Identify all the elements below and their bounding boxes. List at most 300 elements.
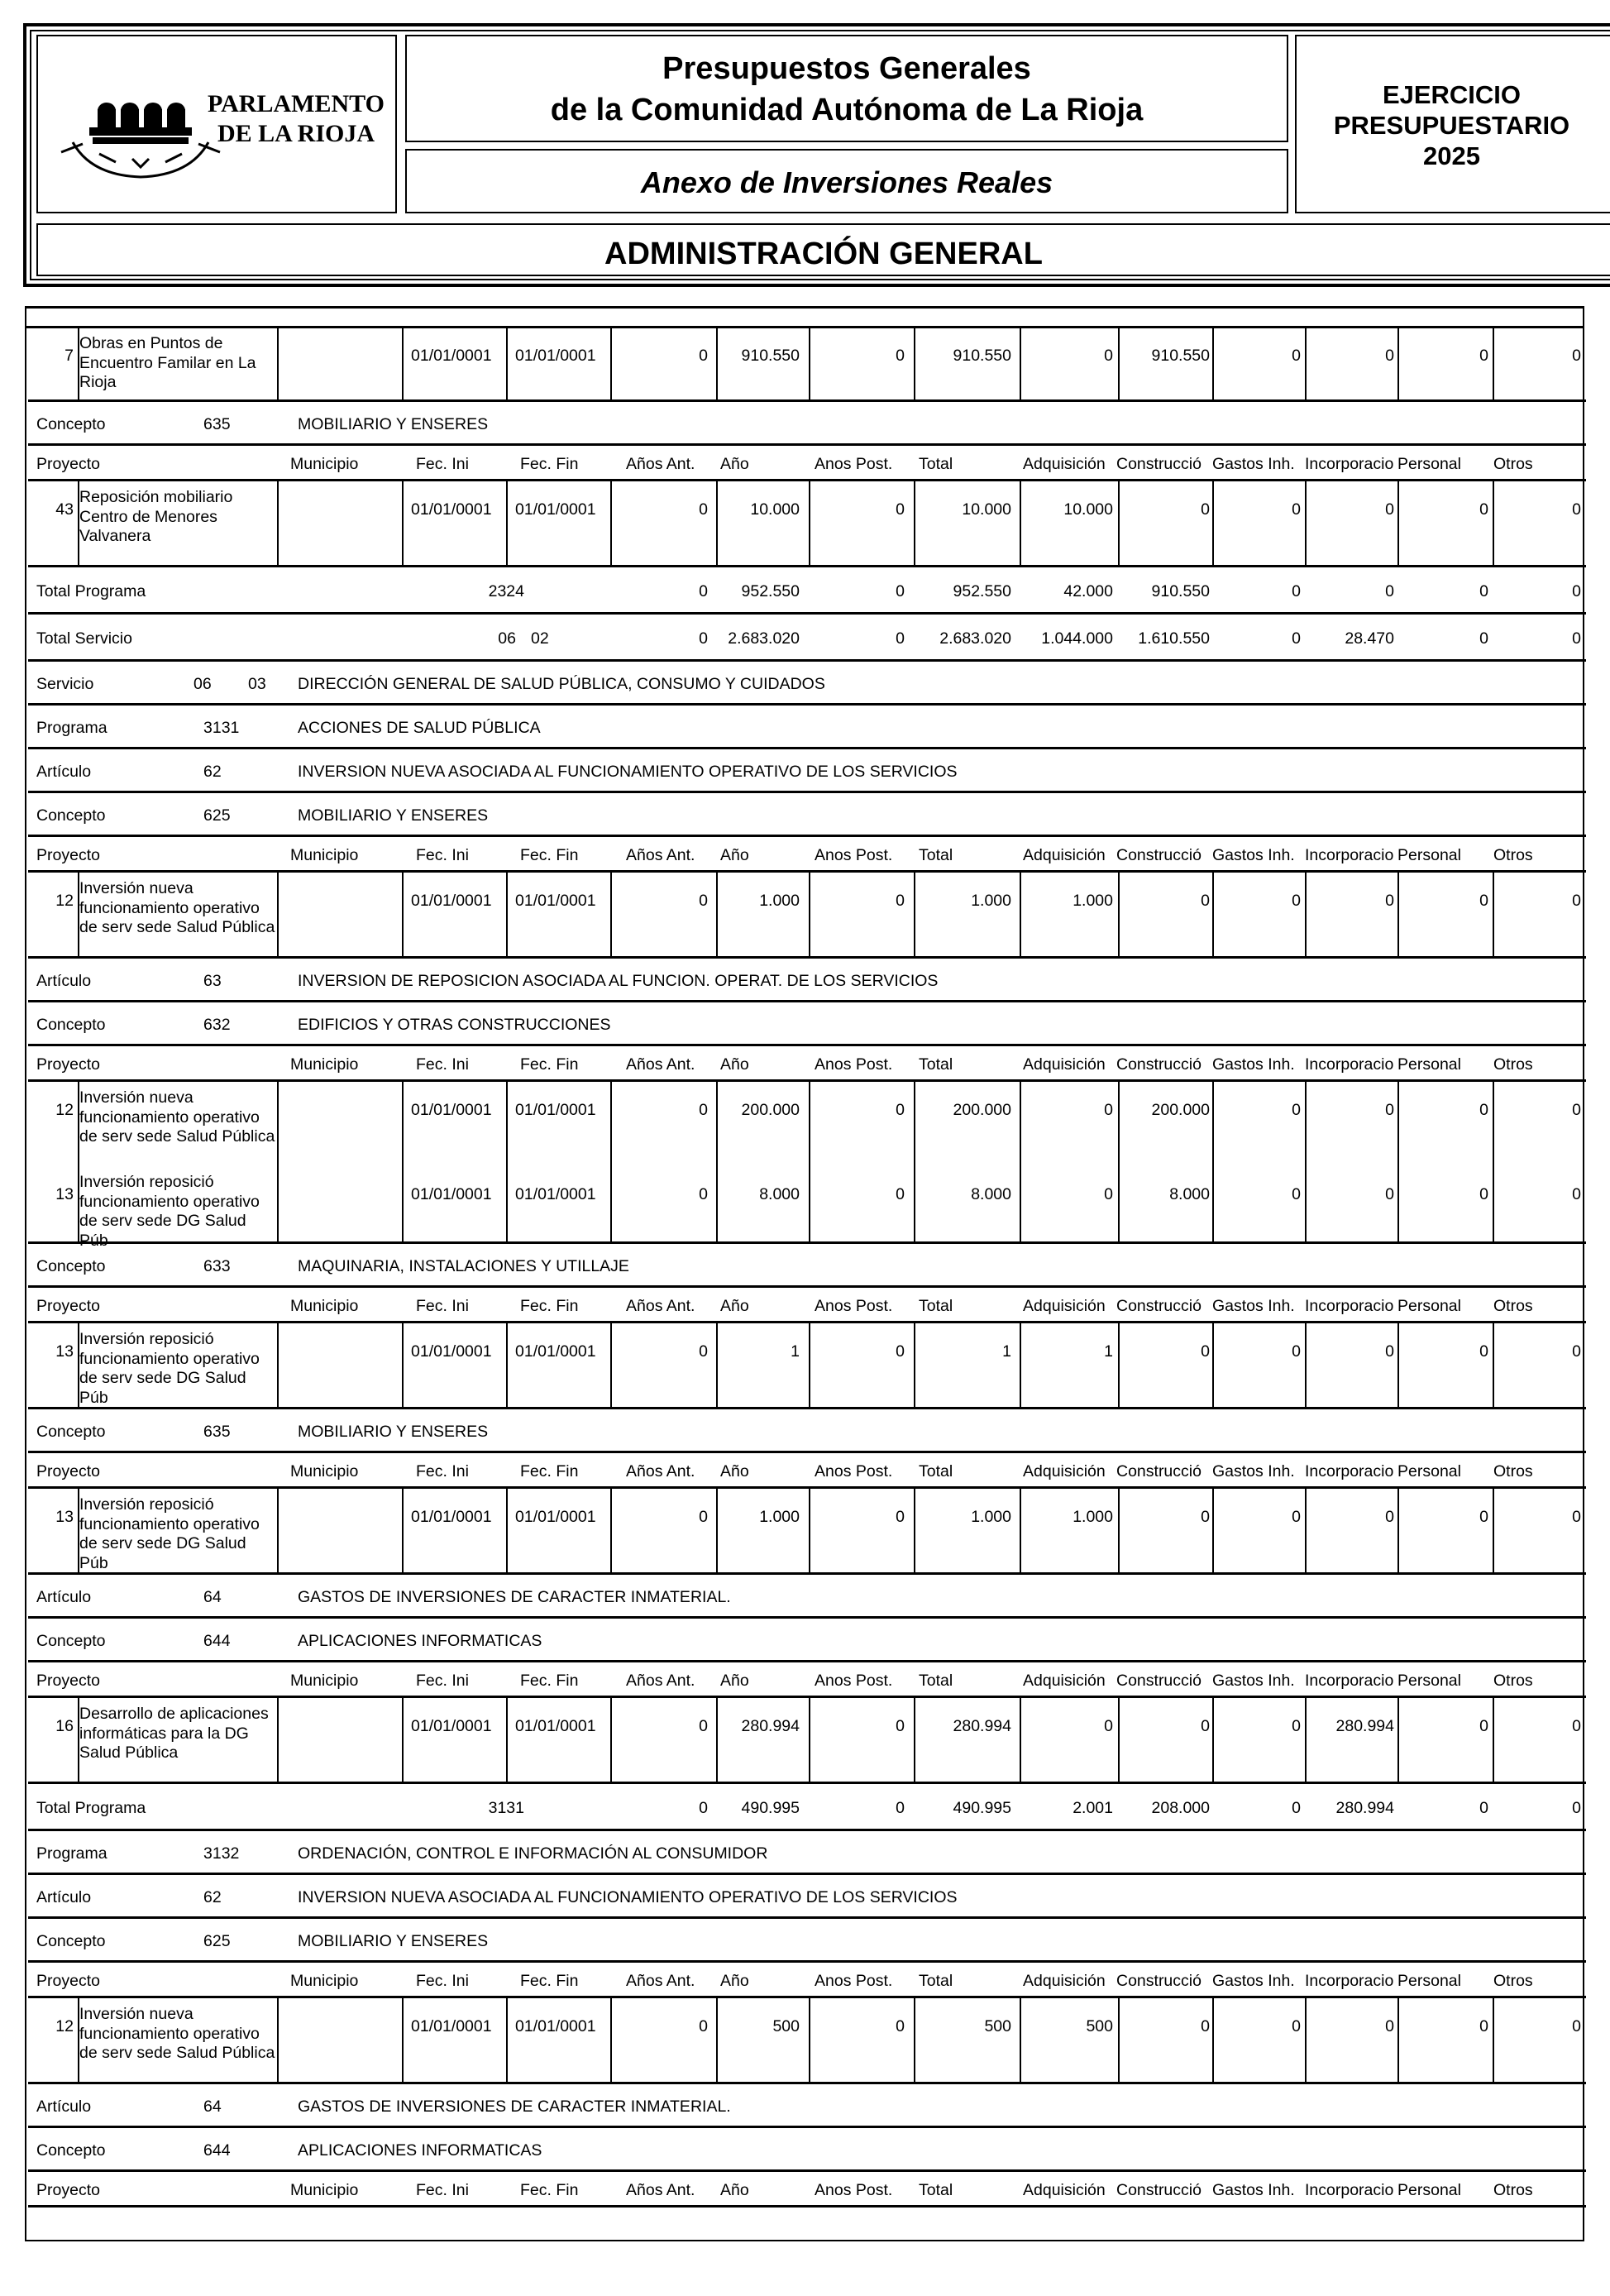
total-value: 0 — [896, 1798, 905, 1817]
column-header: Año — [720, 454, 749, 473]
column-divider — [402, 1698, 404, 1784]
level-label: Artículo — [36, 2097, 92, 2116]
amount-cell: 0 — [896, 892, 905, 910]
level-label: Programa — [36, 718, 107, 737]
amount-cell: 8.000 — [971, 1185, 1011, 1203]
total-value: 0 — [699, 1798, 708, 1817]
column-divider — [1397, 1323, 1399, 1409]
project-row — [28, 1489, 1586, 1575]
level-description: GASTOS DE INVERSIONES DE CARACTER INMATERIAL. — [298, 2097, 731, 2116]
column-divider — [1118, 1489, 1120, 1575]
column-header: Anos Post. — [815, 1296, 893, 1315]
amount-cell: 500 — [984, 2017, 1011, 2035]
level-label: Concepto — [36, 1256, 106, 1275]
end-date: 01/01/0001 — [515, 892, 596, 910]
amount-cell: 200.000 — [953, 1101, 1011, 1119]
amount-cell: 0 — [1104, 1101, 1113, 1119]
column-divider — [809, 1082, 810, 1170]
column-divider — [914, 873, 915, 959]
column-header: Adquisición — [1023, 454, 1106, 473]
level-code: 633 — [203, 1256, 231, 1275]
column-header-row — [28, 1662, 1586, 1698]
column-divider — [1397, 481, 1399, 567]
column-divider — [506, 1082, 508, 1170]
column-divider — [610, 1168, 612, 1244]
column-header: Municipio — [290, 454, 359, 473]
column-header: Adquisición — [1023, 1971, 1106, 1990]
amount-cell: 10.000 — [962, 500, 1011, 519]
amount-cell: 0 — [1385, 500, 1394, 519]
amount-cell: 0 — [1385, 892, 1394, 910]
column-header: Fec. Ini — [416, 2180, 469, 2199]
project-description: Inversión reposició funcionamiento operativo de serv sede DG Salud Púb — [79, 1495, 260, 1572]
amount-cell: 1.000 — [759, 892, 800, 910]
total-value: 2.683.020 — [939, 629, 1011, 648]
parliament-name-line2: DE LA RIOJA — [217, 120, 375, 147]
hierarchy-row — [28, 749, 1586, 793]
column-divider — [610, 1698, 612, 1784]
column-header: Otros — [1493, 454, 1533, 473]
column-divider — [1020, 1998, 1021, 2084]
amount-cell: 0 — [1479, 500, 1488, 519]
amount-cell: 0 — [1292, 347, 1301, 365]
column-divider — [1493, 481, 1494, 567]
amount-cell: 0 — [1572, 2017, 1581, 2035]
column-header: Fec. Fin — [520, 1461, 579, 1480]
amount-cell: 0 — [1201, 1717, 1210, 1735]
start-date: 01/01/0001 — [411, 1185, 492, 1203]
column-divider — [402, 1168, 404, 1244]
column-divider — [610, 1998, 612, 2084]
level-code: 64 — [203, 1587, 222, 1606]
level-label: Artículo — [36, 762, 92, 781]
amount-cell: 0 — [1572, 1342, 1581, 1361]
column-divider — [914, 1323, 915, 1409]
column-header: Total — [919, 845, 953, 864]
column-divider — [402, 1489, 404, 1575]
amount-cell: 500 — [772, 2017, 800, 2035]
total-value: 208.000 — [1151, 1798, 1210, 1817]
total-value: 28.470 — [1345, 629, 1394, 648]
hierarchy-row — [28, 662, 1586, 706]
column-header: Año — [720, 1461, 749, 1480]
column-header: Total — [919, 1671, 953, 1690]
amount-cell: 0 — [699, 1185, 708, 1203]
total-label: Total Programa — [36, 581, 146, 600]
hierarchy-row — [28, 1831, 1586, 1875]
level-code: 3131 — [203, 718, 240, 737]
column-divider — [1397, 1168, 1399, 1244]
total-label: Total Servicio — [36, 629, 132, 648]
hierarchy-row — [28, 793, 1586, 837]
column-divider — [1305, 1082, 1307, 1170]
column-header: Años Ant. — [626, 1461, 695, 1480]
amount-cell: 0 — [699, 2017, 708, 2035]
amount-cell: 0 — [1479, 347, 1488, 365]
level-description: APLICACIONES INFORMATICAS — [298, 1631, 542, 1650]
level-label: Artículo — [36, 1587, 92, 1606]
column-divider — [1118, 1698, 1120, 1784]
ejercicio-line2: PRESUPUESTARIO — [1333, 111, 1570, 140]
level-description: APLICACIONES INFORMATICAS — [298, 2141, 542, 2160]
start-date: 01/01/0001 — [411, 1717, 492, 1735]
column-divider — [1212, 1082, 1214, 1170]
hierarchy-row — [28, 959, 1586, 1002]
total-value: 2.683.020 — [728, 629, 800, 648]
amount-cell: 0 — [1201, 2017, 1210, 2035]
level-code: 64 — [203, 2097, 222, 2116]
amount-cell: 0 — [1201, 500, 1210, 519]
column-divider — [716, 873, 718, 959]
column-divider — [1118, 1323, 1120, 1409]
amount-cell: 8.000 — [759, 1185, 800, 1203]
amount-cell: 0 — [1572, 1717, 1581, 1735]
column-divider — [402, 328, 404, 402]
column-header-row — [28, 446, 1586, 481]
ejercicio-line1: EJERCICIO — [1382, 80, 1522, 109]
column-divider — [610, 873, 612, 959]
amount-cell: 0 — [1479, 1717, 1488, 1735]
column-header: Otros — [1493, 1971, 1533, 1990]
level-description: MOBILIARIO Y ENSERES — [298, 414, 489, 433]
column-divider — [1212, 1168, 1214, 1244]
column-header: Gastos Inh. — [1212, 1671, 1295, 1690]
total-value: 952.550 — [953, 581, 1011, 600]
amount-cell: 0 — [699, 1342, 708, 1361]
column-header: Año — [720, 1971, 749, 1990]
total-value: 0 — [1572, 581, 1581, 600]
amount-cell: 0 — [896, 2017, 905, 2035]
column-header-row — [28, 1288, 1586, 1323]
column-divider — [1493, 1082, 1494, 1170]
column-divider — [1305, 1168, 1307, 1244]
column-header: Fec. Ini — [416, 1055, 469, 1074]
project-row — [28, 1698, 1586, 1784]
hierarchy-row — [28, 402, 1586, 446]
column-header: Municipio — [290, 1971, 359, 1990]
column-header: Gastos Inh. — [1212, 845, 1295, 864]
column-header: Incorporacio — [1305, 1971, 1394, 1990]
total-value: 0 — [1292, 629, 1301, 648]
column-divider — [1305, 1323, 1307, 1409]
column-divider — [809, 1489, 810, 1575]
column-divider — [506, 1698, 508, 1784]
project-row — [28, 1168, 1586, 1250]
column-divider — [914, 1168, 915, 1244]
amount-cell: 0 — [1201, 1342, 1210, 1361]
level-description: EDIFICIOS Y OTRAS CONSTRUCCIONES — [298, 1015, 611, 1034]
column-divider — [506, 328, 508, 402]
column-divider — [1305, 873, 1307, 959]
column-divider — [1305, 1698, 1307, 1784]
column-header: Año — [720, 1055, 749, 1074]
amount-cell: 0 — [699, 347, 708, 365]
level-description: INVERSION NUEVA ASOCIADA AL FUNCIONAMIENTO OPERATIVO DE LOS SERVICIOS — [298, 762, 958, 781]
column-divider — [716, 1323, 718, 1409]
amount-cell: 0 — [896, 1717, 905, 1735]
column-divider — [1020, 481, 1021, 567]
amount-cell: 0 — [1572, 1508, 1581, 1526]
column-header: Incorporacio — [1305, 1671, 1394, 1690]
level-code: 644 — [203, 1631, 231, 1650]
column-header: Municipio — [290, 845, 359, 864]
amount-cell: 0 — [1385, 1185, 1394, 1203]
amount-cell: 0 — [1572, 892, 1581, 910]
column-divider — [1020, 1168, 1021, 1244]
column-header-row — [28, 1046, 1586, 1082]
amount-cell: 0 — [1479, 2017, 1488, 2035]
column-header: Fec. Ini — [416, 1461, 469, 1480]
total-value: 0 — [1292, 1798, 1301, 1817]
column-divider — [809, 873, 810, 959]
column-header: Anos Post. — [815, 2180, 893, 2199]
column-header: Anos Post. — [815, 454, 893, 473]
column-divider — [716, 1998, 718, 2084]
amount-cell: 0 — [1572, 347, 1581, 365]
column-divider — [1118, 481, 1120, 567]
column-divider — [1493, 1489, 1494, 1575]
amount-cell: 0 — [1385, 1508, 1394, 1526]
start-date: 01/01/0001 — [411, 1508, 492, 1526]
column-header: Gastos Inh. — [1212, 1055, 1295, 1074]
start-date: 01/01/0001 — [411, 347, 492, 365]
column-header: Proyecto — [36, 454, 100, 473]
amount-cell: 280.994 — [741, 1717, 800, 1735]
column-header: Municipio — [290, 1055, 359, 1074]
column-divider — [1493, 1168, 1494, 1244]
column-header: Total — [919, 1971, 953, 1990]
column-header: Fec. Fin — [520, 1296, 579, 1315]
column-divider — [1020, 1082, 1021, 1170]
hierarchy-row — [28, 1575, 1586, 1619]
amount-cell: 0 — [1292, 2017, 1301, 2035]
column-header: Otros — [1493, 1296, 1533, 1315]
total-value: 910.550 — [1151, 581, 1210, 600]
amount-cell: 0 — [1479, 892, 1488, 910]
column-divider — [506, 481, 508, 567]
amount-cell: 1 — [791, 1342, 800, 1361]
end-date: 01/01/0001 — [515, 1717, 596, 1735]
column-divider — [1212, 1698, 1214, 1784]
column-divider — [1118, 1168, 1120, 1244]
column-header: Construcció — [1116, 1461, 1202, 1480]
total-value: 280.994 — [1335, 1798, 1394, 1817]
column-divider — [716, 481, 718, 567]
column-header: Años Ant. — [626, 1055, 695, 1074]
column-header: Otros — [1493, 2180, 1533, 2199]
level-code: 3132 — [203, 1844, 240, 1863]
total-value: 0 — [1385, 581, 1394, 600]
column-header: Proyecto — [36, 1671, 100, 1690]
column-header: Fec. Fin — [520, 1971, 579, 1990]
column-header: Años Ant. — [626, 454, 695, 473]
total-value: 0 — [699, 629, 708, 648]
amount-cell: 0 — [1479, 1185, 1488, 1203]
level-description: GASTOS DE INVERSIONES DE CARACTER INMATERIAL. — [298, 1587, 731, 1606]
column-divider — [914, 1082, 915, 1170]
amount-cell: 1 — [1002, 1342, 1011, 1361]
total-value: 952.550 — [741, 581, 800, 600]
column-divider — [1118, 1082, 1120, 1170]
column-divider — [1212, 481, 1214, 567]
column-divider — [610, 1489, 612, 1575]
amount-cell: 0 — [1479, 1508, 1488, 1526]
amount-cell: 0 — [1292, 892, 1301, 910]
column-header: Otros — [1493, 1461, 1533, 1480]
column-header: Año — [720, 1671, 749, 1690]
start-date: 01/01/0001 — [411, 1101, 492, 1119]
amount-cell: 500 — [1086, 2017, 1113, 2035]
project-number: 13 — [55, 1185, 74, 1203]
level-label: Concepto — [36, 1631, 106, 1650]
amount-cell: 0 — [699, 500, 708, 519]
start-date: 01/01/0001 — [411, 1342, 492, 1361]
amount-cell: 0 — [1385, 1342, 1394, 1361]
column-header-row — [28, 1963, 1586, 1998]
column-divider — [1397, 1998, 1399, 2084]
column-header: Años Ant. — [626, 1296, 695, 1315]
hierarchy-row — [28, 1875, 1586, 1919]
column-divider — [402, 873, 404, 959]
column-header: Total — [919, 454, 953, 473]
start-date: 01/01/0001 — [411, 2017, 492, 2035]
total-row — [28, 1784, 1586, 1831]
project-number: 43 — [55, 500, 74, 519]
total-code-secondary: 02 — [531, 629, 549, 648]
amount-cell: 0 — [1104, 1185, 1113, 1203]
column-header: Personal — [1397, 1461, 1461, 1480]
level-label: Programa — [36, 1844, 107, 1863]
column-header: Año — [720, 1296, 749, 1315]
project-description: Inversión reposició funcionamiento operativo de serv sede DG Salud Púb — [79, 1173, 260, 1250]
column-header: Adquisición — [1023, 2180, 1106, 2199]
column-header: Total — [919, 1461, 953, 1480]
amount-cell: 0 — [1479, 1101, 1488, 1119]
total-code: 06 — [498, 629, 516, 648]
column-header: Construcció — [1116, 1055, 1202, 1074]
end-date: 01/01/0001 — [515, 1508, 596, 1526]
amount-cell: 0 — [699, 1508, 708, 1526]
column-divider — [1118, 873, 1120, 959]
column-header: Personal — [1397, 454, 1461, 473]
project-number: 12 — [55, 2017, 74, 2035]
parliament-name — [197, 89, 395, 149]
project-row — [28, 1082, 1586, 1168]
column-header: Fec. Ini — [416, 845, 469, 864]
column-divider — [402, 1082, 404, 1170]
column-header: Años Ant. — [626, 1671, 695, 1690]
column-header: Fec. Ini — [416, 1671, 469, 1690]
project-row — [28, 328, 1586, 402]
amount-cell: 0 — [1479, 1342, 1488, 1361]
amount-cell: 0 — [1292, 1717, 1301, 1735]
column-header: Total — [919, 2180, 953, 2199]
project-number: 16 — [55, 1717, 74, 1735]
amount-cell: 1.000 — [1073, 1508, 1113, 1526]
column-header-row — [28, 837, 1586, 873]
title-box — [405, 35, 1288, 142]
column-divider — [506, 873, 508, 959]
column-header: Fec. Fin — [520, 454, 579, 473]
column-header: Años Ant. — [626, 1971, 695, 1990]
amount-cell: 0 — [1572, 500, 1581, 519]
column-divider — [610, 481, 612, 567]
column-header: Anos Post. — [815, 845, 893, 864]
amount-cell: 0 — [1572, 1185, 1581, 1203]
column-divider — [506, 1168, 508, 1244]
amount-cell: 0 — [699, 1101, 708, 1119]
end-date: 01/01/0001 — [515, 500, 596, 519]
amount-cell: 0 — [699, 1717, 708, 1735]
column-divider — [809, 481, 810, 567]
total-value: 0 — [896, 581, 905, 600]
column-header: Personal — [1397, 1971, 1461, 1990]
amount-cell: 0 — [1201, 1508, 1210, 1526]
column-divider — [1020, 1323, 1021, 1409]
amount-cell: 8.000 — [1169, 1185, 1210, 1203]
total-value: 0 — [1479, 581, 1488, 600]
column-divider — [914, 1998, 915, 2084]
column-header-row — [28, 2172, 1586, 2208]
page-title-line2: de la Comunidad Autónoma de La Rioja — [550, 93, 1144, 127]
column-header: Incorporacio — [1305, 845, 1394, 864]
column-divider — [1493, 1698, 1494, 1784]
column-divider — [716, 1168, 718, 1244]
column-header: Municipio — [290, 1671, 359, 1690]
column-divider — [610, 1082, 612, 1170]
column-header: Adquisición — [1023, 1461, 1106, 1480]
column-header: Proyecto — [36, 1296, 100, 1315]
column-header: Fec. Ini — [416, 1296, 469, 1315]
amount-cell: 0 — [1385, 347, 1394, 365]
total-value: 0 — [1572, 1798, 1581, 1817]
column-header: Total — [919, 1296, 953, 1315]
column-header: Otros — [1493, 1055, 1533, 1074]
amount-cell: 0 — [1104, 347, 1113, 365]
hierarchy-row — [28, 1619, 1586, 1662]
amount-cell: 10.000 — [750, 500, 800, 519]
page-title-line1: Presupuestos Generales — [662, 51, 1031, 86]
level-label: Servicio — [36, 674, 94, 693]
column-divider — [506, 1489, 508, 1575]
column-divider — [1397, 1698, 1399, 1784]
level-label: Artículo — [36, 971, 92, 990]
column-divider — [1020, 873, 1021, 959]
column-header: Construcció — [1116, 1971, 1202, 1990]
level-code: 625 — [203, 1931, 231, 1950]
total-value: 0 — [1292, 581, 1301, 600]
column-header: Total — [919, 1055, 953, 1074]
total-row — [28, 615, 1586, 662]
column-divider — [610, 1323, 612, 1409]
column-header: Municipio — [290, 2180, 359, 2199]
amount-cell: 10.000 — [1063, 500, 1113, 519]
level-description: DIRECCIÓN GENERAL DE SALUD PÚBLICA, CONSUMO Y CUIDADOS — [298, 674, 825, 693]
column-header: Anos Post. — [815, 1971, 893, 1990]
column-header: Adquisición — [1023, 1296, 1106, 1315]
column-header: Gastos Inh. — [1212, 2180, 1295, 2199]
project-row — [28, 873, 1586, 959]
column-header: Años Ant. — [626, 845, 695, 864]
project-description: Obras en Puntos de Encuentro Familar en La Rioja — [79, 334, 256, 391]
column-header: Construcció — [1116, 454, 1202, 473]
end-date: 01/01/0001 — [515, 1342, 596, 1361]
level-code: 635 — [203, 1422, 231, 1441]
column-header: Gastos Inh. — [1212, 1971, 1295, 1990]
hierarchy-row — [28, 1919, 1586, 1963]
total-label: Total Programa — [36, 1798, 146, 1817]
subtitle-box — [405, 149, 1288, 213]
